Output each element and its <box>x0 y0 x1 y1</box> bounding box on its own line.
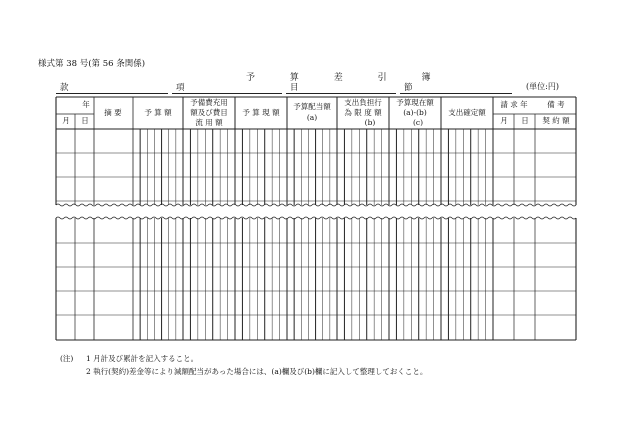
field-kan-label: 款 <box>60 83 69 93</box>
header-reserve-1: 予備費充用 <box>190 98 228 107</box>
header-year: 年 <box>82 100 90 109</box>
header-request-day: 日 <box>521 116 529 125</box>
note-1: 1 月計及び累計を記入すること。 <box>86 354 199 363</box>
header-budget-amount: 予 算 額 <box>144 108 172 117</box>
notes-label: (注) <box>60 354 74 363</box>
header-allocation-1: 予算配当額 <box>293 102 331 111</box>
header-contract-amount: 契 約 額 <box>542 116 570 125</box>
header-summary: 摘 要 <box>104 108 122 117</box>
document-title: 予 算 差 引 簿 <box>246 73 447 83</box>
header-request-year: 請 求 年 <box>500 100 528 109</box>
header-commitment-3: (b) <box>364 118 376 127</box>
header-month: 月 <box>62 116 70 125</box>
field-kou-label: 項 <box>176 83 185 93</box>
field-setsu-label: 節 <box>404 83 413 93</box>
header-allocation-2: (a) <box>306 113 318 122</box>
header-balance-3: (c) <box>412 118 424 127</box>
header-reserve-3: 流 用 額 <box>195 118 223 127</box>
header-commitment-1: 支出負担行 <box>344 98 382 107</box>
header-fixed-expense: 支出確定額 <box>448 108 486 117</box>
header-request-month: 月 <box>500 116 508 125</box>
note-2: 2 執行(契約)差金等により減額配当があった場合には、(a)欄及び(b)欄に記入して整理しておくこと。 <box>86 367 428 376</box>
header-balance-2: (a)-(b) <box>403 108 427 117</box>
header-commitment-2: 為 限 度 額 <box>344 108 382 117</box>
form-number: 様式第 38 号(第 56 条関係) <box>38 59 146 69</box>
header-reserve-2: 額及び費目 <box>190 108 228 117</box>
header-balance-1: 予算現在額 <box>396 98 434 107</box>
header-current-budget: 予 算 現 額 <box>242 108 280 117</box>
field-moku-label: 目 <box>290 83 299 93</box>
unit-label: (単位:円) <box>526 82 559 91</box>
header-day: 日 <box>81 116 89 125</box>
header-remarks: 備 考 <box>547 100 565 109</box>
